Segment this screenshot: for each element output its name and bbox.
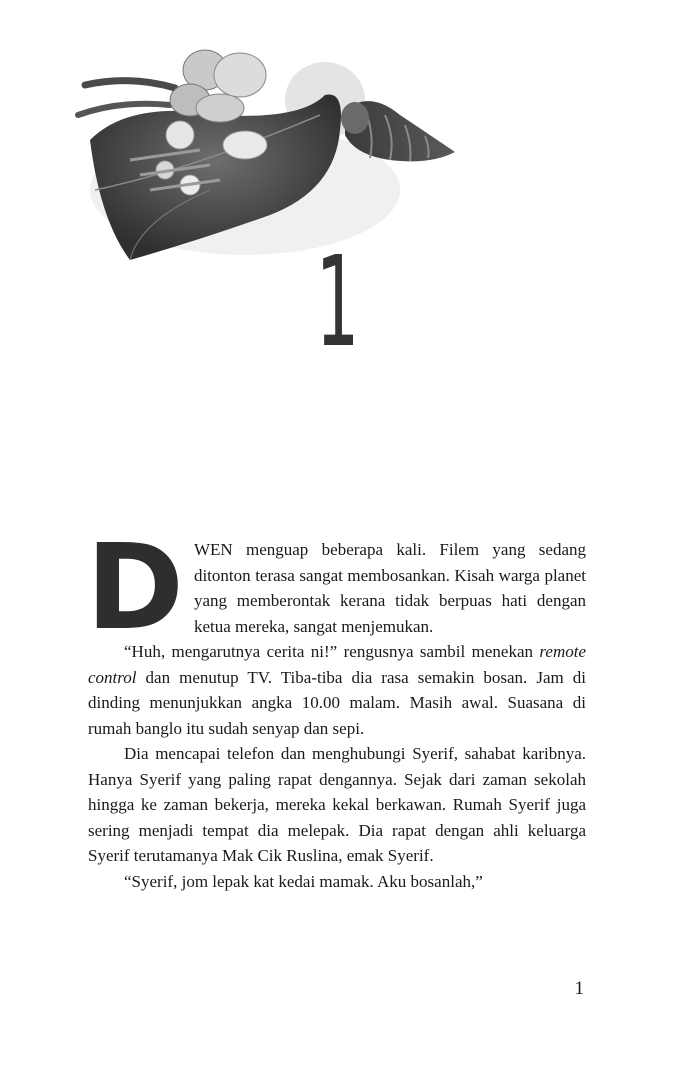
chapter-body xyxy=(86,518,586,894)
paragraph-2-text-start: “Huh, mengarutnya cerita ni!” rengusnya sambil menekan xyxy=(124,642,540,661)
chapter-number: 1 xyxy=(315,230,360,375)
spices-and-seashell-illustration xyxy=(70,40,470,270)
opening-paragraph-text: WEN menguap beberapa kali. Filem yang sedang ditonton terasa sangat membosankan. Kisah warga planet yang memberontak kerana tidak berpuas hati dengan ketua mereka, sangat menjemukan. xyxy=(193,540,586,636)
paragraph-2 xyxy=(88,639,586,741)
paragraph-2-italic-phrase: remote control xyxy=(88,642,586,687)
page-number: 1 xyxy=(574,978,584,999)
paragraph-2-text-end: dan menutup TV. Tiba-tiba dia rasa semakin bosan. Jam di dinding menunjukkan angka 10.00 malam. Masih awal. Suasana di rumah banglo itu sudah senyap dan sepi. xyxy=(88,667,586,738)
paragraph-3: Dia mencapai telefon dan menghubungi Syerif, sahabat karibnya. Hanya Syerif yang paling rapat dengannya. Sejak dari zaman sekolah hingga ke zaman bekerja, mereka kekal berkawan. Rumah Syerif juga sering menjadi tempat dia melepak. Dia rapat dengan ahli keluarga Syerif terutamanya Mak Cik Ruslina, emak Syerif. xyxy=(88,744,586,865)
drop-cap: D xyxy=(86,518,184,656)
paragraph-4: “Syerif, jom lepak kat kedai mamak. Aku bosanlah,” xyxy=(124,871,483,891)
